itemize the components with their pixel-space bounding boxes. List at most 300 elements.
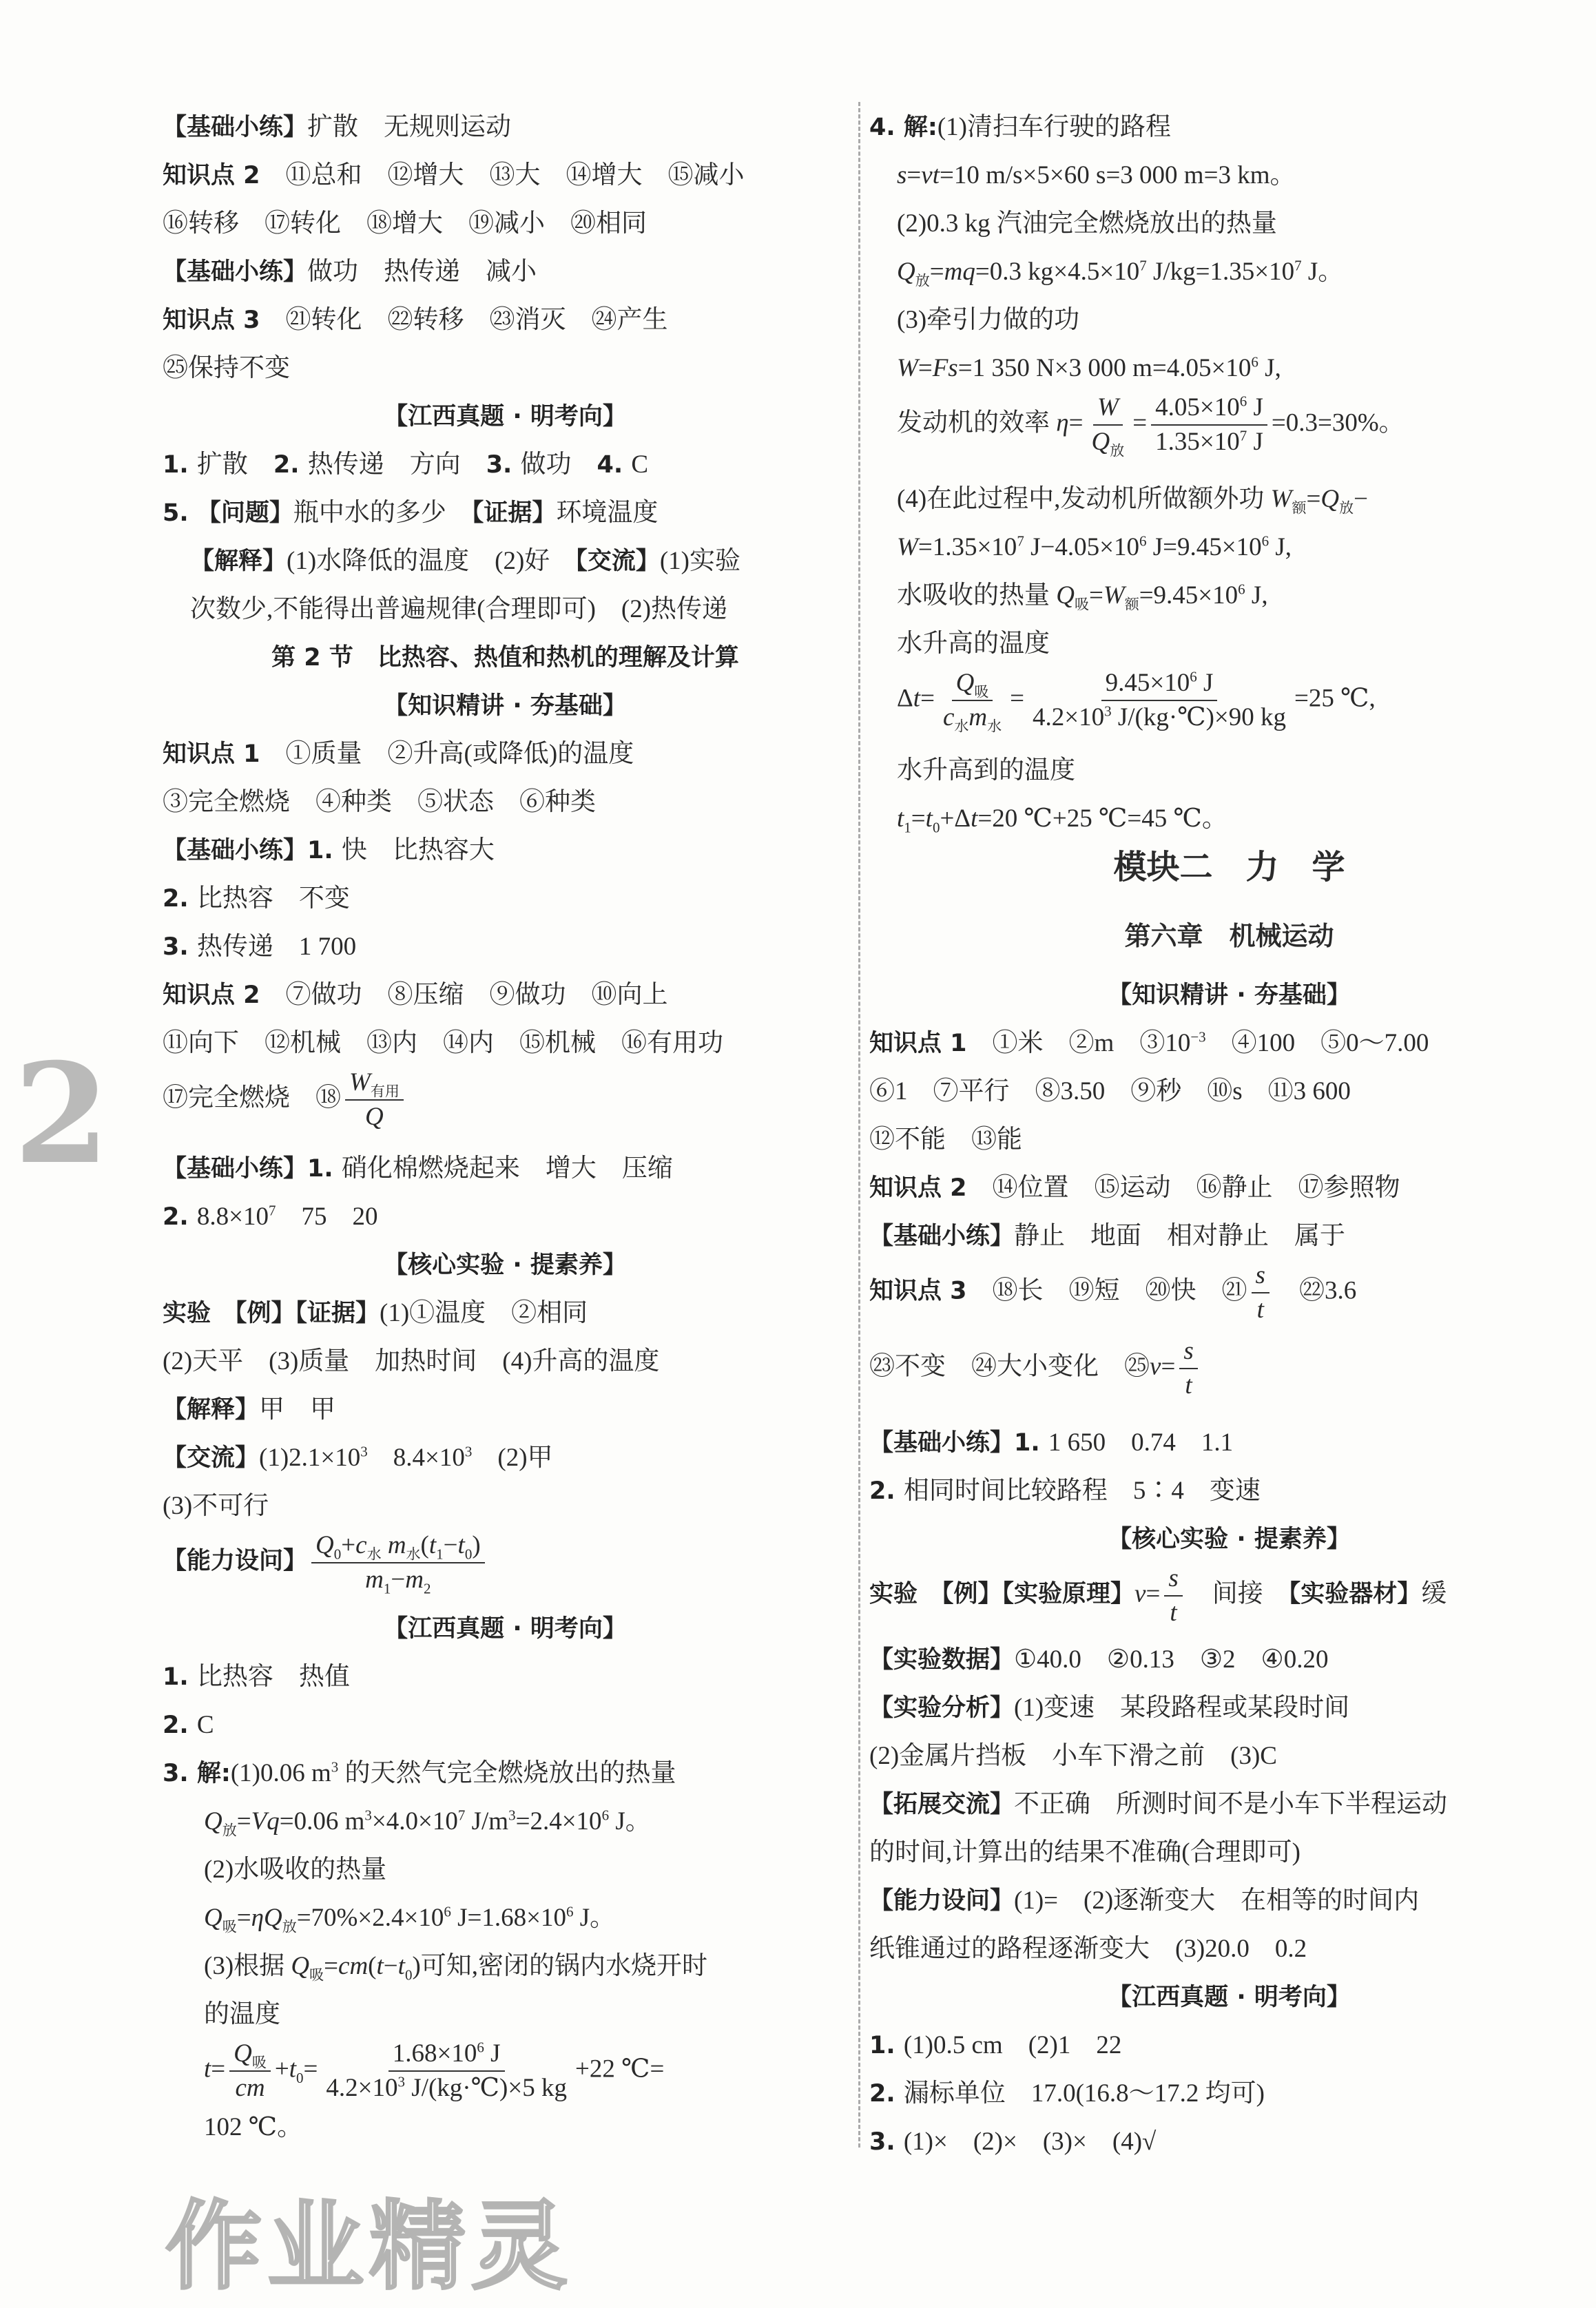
subscript: 放 <box>282 1918 297 1935</box>
text: ④100 ⑤0～7.00 <box>1205 1029 1429 1057</box>
answer-line <box>163 778 848 826</box>
answer-line <box>163 1846 848 1894</box>
subscript: 放 <box>1339 499 1354 517</box>
numerator <box>388 2039 505 2072</box>
answer-line <box>869 2118 1589 2166</box>
text: = <box>911 804 926 833</box>
text: (3)不可行 <box>163 1492 269 1520</box>
text: 扩散 无规则运动 <box>307 113 512 141</box>
text: J <box>1247 393 1263 422</box>
math-variable: t <box>428 1531 437 1559</box>
bold-label: 【知识精讲 · 夯基础】 <box>1108 981 1351 1009</box>
text: 4.2×10 <box>1033 703 1105 731</box>
math-variable: W <box>897 354 918 382</box>
subscript: 1 <box>904 819 911 836</box>
math-variable: s <box>1255 1261 1265 1289</box>
math-variable: Q <box>204 1807 222 1836</box>
math-variable: mq <box>944 258 975 286</box>
answer-line <box>869 296 1589 344</box>
subscript: 吸 <box>251 2054 267 2071</box>
math-variable: W <box>1097 393 1119 422</box>
math-variable: η <box>1056 408 1069 437</box>
bold-label: 【基础小练】1. <box>163 837 342 864</box>
bold-label: 【基础小练】1. <box>869 1429 1048 1457</box>
math-variable: c <box>942 703 955 731</box>
text: 热传递 方向 <box>307 450 486 479</box>
math-variable: t <box>897 804 904 833</box>
subscript: 吸 <box>309 1966 324 1984</box>
math-variable: Q <box>291 1952 310 1980</box>
text: 纸锥通过的路程逐渐变大 (3)20.0 0.2 <box>869 1935 1307 1963</box>
text: + <box>341 1531 356 1559</box>
bold-label: 【核心实验 · 提素养】 <box>384 1251 627 1279</box>
text: J, <box>1258 354 1281 382</box>
math-variable: Q <box>234 2039 252 2068</box>
bold-label: 实验 【例】【实验原理】 <box>869 1580 1135 1608</box>
numerator <box>1179 1336 1197 1369</box>
answer-line <box>163 1749 848 1798</box>
right-column <box>869 103 1589 2166</box>
math-variable: t <box>457 1531 465 1559</box>
bold-label: 【基础小练】 <box>869 1223 1015 1250</box>
answer-line <box>163 1434 848 1482</box>
answer-line <box>869 1684 1589 1732</box>
answer-line <box>163 1605 848 1653</box>
text: = <box>920 684 935 713</box>
text: 第六章 机械运动 <box>1124 921 1334 951</box>
text: 8.8×10 <box>196 1203 269 1231</box>
fraction <box>311 1530 485 1595</box>
superscript: 6 <box>566 1903 574 1920</box>
answer-line <box>163 393 848 441</box>
text: = <box>918 354 933 382</box>
text: 不正确 所测时间不是小车下半程运动 <box>1014 1790 1448 1818</box>
text: ×4.0×10 <box>371 1807 458 1836</box>
text: 快 比热容大 <box>341 836 495 864</box>
numerator <box>311 1530 485 1563</box>
subscript: 放 <box>915 272 930 289</box>
text: 4.2×10 <box>326 2074 398 2102</box>
math-variable: v <box>1150 1352 1161 1381</box>
answer-line <box>869 843 1589 912</box>
denominator <box>1087 426 1128 457</box>
text: 9.45×10 <box>1105 669 1190 697</box>
answer-line <box>869 2021 1589 2070</box>
text: 水升高的温度 <box>897 630 1050 658</box>
math-variable: m <box>387 1531 406 1559</box>
bold-label: 4. <box>597 451 632 479</box>
math-variable: Q <box>1056 581 1075 610</box>
answer-line <box>869 1925 1589 1973</box>
answer-line <box>163 875 848 923</box>
answer-line <box>869 1636 1589 1684</box>
text: J, <box>1245 581 1268 610</box>
superscript: 7 <box>268 1202 276 1219</box>
answer-line <box>163 248 848 296</box>
math-variable: cm <box>338 1952 369 1980</box>
bold-label: 2. <box>163 885 197 913</box>
answer-line <box>163 1990 848 2039</box>
text: +Δ <box>940 804 971 833</box>
text: = <box>929 258 944 286</box>
bold-label: 【能力设问】 <box>869 1887 1015 1915</box>
answer-line <box>869 1973 1589 2021</box>
answer-line <box>869 1336 1589 1419</box>
text: (4)在此过程中,发动机所做额外功 <box>897 485 1271 513</box>
answer-line <box>163 1701 848 1749</box>
text: 的天然气完全燃烧放出的热量 <box>338 1759 676 1787</box>
answer-line <box>163 923 848 971</box>
math-variable: c <box>355 1531 367 1559</box>
text: 1.35×10 <box>1155 428 1240 456</box>
superscript: −3 <box>1190 1028 1206 1046</box>
math-variable: t <box>913 684 921 713</box>
bold-label: 【交流】 <box>575 548 660 575</box>
answer-line <box>163 730 848 778</box>
math-variable: Q <box>1320 485 1340 513</box>
subscript: 放 <box>222 1822 237 1839</box>
text: = <box>236 1807 251 1836</box>
text <box>382 1531 388 1559</box>
math-variable: cm <box>235 2074 265 2102</box>
math-variable: t <box>397 1952 405 1980</box>
text: ) <box>472 1531 481 1559</box>
answer-line <box>869 1019 1589 1068</box>
bold-label: 【核心实验 · 提素养】 <box>1108 1526 1351 1553</box>
text: = <box>324 1952 339 1980</box>
answer-line <box>163 1653 848 1701</box>
answer-line <box>869 620 1589 668</box>
superscript: 7 <box>457 1807 466 1824</box>
text: 瓶中水的多少 <box>293 499 472 527</box>
superscript: 6 <box>1238 581 1245 598</box>
answer-line <box>163 682 848 730</box>
answer-line <box>163 2039 848 2103</box>
bold-label: 知识点 1 <box>869 1030 967 1057</box>
text: − <box>383 1952 398 1980</box>
text: = <box>236 1904 251 1932</box>
math-variable: s <box>1183 1337 1194 1365</box>
watermark-page-digit: 2 <box>14 1033 110 1195</box>
subscript: 0 <box>404 1966 413 1984</box>
math-variable: Q <box>204 1904 222 1932</box>
text: (3)根据 <box>204 1952 291 1980</box>
answer-line <box>163 971 848 1019</box>
text: =10 m/s×5×60 s=3 000 m=3 km。 <box>939 161 1296 189</box>
math-variable: m <box>968 703 988 731</box>
math-variable: m <box>365 1566 384 1594</box>
answer-line <box>163 1019 848 1068</box>
text: 水升高到的温度 <box>897 756 1075 784</box>
answer-line <box>163 1386 848 1434</box>
answer-line <box>163 537 848 585</box>
text: − <box>443 1531 458 1559</box>
subscript: 额 <box>1292 499 1307 517</box>
math-variable: v <box>1134 1579 1146 1608</box>
text: ( <box>368 1952 377 1980</box>
answer-line <box>869 668 1589 747</box>
bold-label: 3. <box>163 933 197 961</box>
text: ⑥1 ⑦平行 ⑧3.50 ⑨秒 ⑩s ⑪3 600 <box>869 1077 1351 1105</box>
answer-line <box>163 1338 848 1386</box>
text: 模块二 力 学 <box>1113 848 1345 886</box>
subscript: 0 <box>932 819 940 836</box>
answer-line <box>163 1530 848 1605</box>
bold-label: 【能力设问】 <box>163 1547 308 1575</box>
answer-line <box>869 971 1589 1019</box>
bold-label: 1. <box>869 2032 904 2059</box>
text: =20 ℃+25 ℃=45 ℃。 <box>977 804 1227 833</box>
math-variable: t <box>204 2055 211 2083</box>
text: = <box>1010 684 1024 713</box>
text: ⑱长 ⑲短 ⑳快 ㉑ <box>966 1276 1247 1305</box>
answer-line <box>869 1419 1589 1467</box>
math-variable: t <box>1256 1296 1264 1324</box>
text: 相同时间比较路程 5∶4 变速 <box>903 1477 1261 1505</box>
subscript: 吸 <box>974 683 989 700</box>
subscript: 水 <box>406 1546 421 1563</box>
subscript: 0 <box>464 1546 473 1563</box>
text: J, <box>1269 533 1292 561</box>
text: (2)天平 (3)质量 加热时间 (4)升高的温度 <box>163 1347 660 1375</box>
bold-label: 知识点 2 <box>163 162 260 189</box>
text: ⑯转移 ⑰转化 ⑱增大 ⑲减小 ⑳相同 <box>163 209 647 238</box>
bold-label: 知识点 2 <box>869 1174 967 1202</box>
superscript: 3 <box>360 1443 368 1460</box>
bold-label: 1. <box>163 451 197 479</box>
denominator <box>231 2072 269 2103</box>
answer-line <box>163 1894 848 1942</box>
subscript: 1 <box>383 1580 391 1597</box>
fraction <box>1028 668 1290 733</box>
text: 硝化棉燃烧起来 增大 压缩 <box>341 1154 673 1183</box>
numerator <box>1101 668 1218 701</box>
subscript: 0 <box>296 2069 304 2086</box>
text: =1 350 N×3 000 m=4.05×10 <box>957 354 1252 382</box>
fraction <box>1151 393 1267 457</box>
answer-line <box>163 1145 848 1193</box>
superscript: 6 <box>444 1903 451 1920</box>
text: (1)清扫车行驶的路程 <box>937 113 1171 141</box>
answer-line <box>163 2103 848 2152</box>
bold-label: 【基础小练】 <box>163 114 308 141</box>
math-variable: Q <box>315 1531 334 1559</box>
text: (2)甲 <box>472 1444 553 1472</box>
text: 做功 热传递 减小 <box>307 258 537 286</box>
bold-label: 【知识精讲 · 夯基础】 <box>384 692 627 720</box>
answer-line <box>163 1068 848 1145</box>
answer-line <box>869 248 1589 296</box>
answer-line <box>869 523 1589 572</box>
bold-label: 【交流】 <box>163 1444 260 1472</box>
text: (1)0.06 m <box>230 1759 331 1787</box>
answer-line <box>163 200 848 248</box>
answer-line <box>869 795 1589 843</box>
text: 次数少,不能得出普遍规律(合理即可) (2)热传递 <box>190 595 728 623</box>
answer-line <box>163 1241 848 1289</box>
text: (1)0.5 cm (2)1 22 <box>903 2031 1122 2059</box>
answer-line <box>163 489 848 537</box>
subscript: 吸 <box>1074 596 1089 613</box>
text: )可知,密闭的锅内水烧开时 <box>412 1952 708 1980</box>
bold-label: 【实验数据】 <box>869 1646 1015 1674</box>
text: ①质量 ②升高(或降低)的温度 <box>260 740 634 768</box>
fraction <box>939 668 1006 733</box>
text: 8.4×10 <box>367 1444 465 1472</box>
text: 水吸收的热量 <box>897 581 1057 610</box>
math-variable: s <box>1168 1564 1179 1592</box>
math-variable: m <box>405 1566 424 1594</box>
text: ㉕保持不变 <box>163 354 290 382</box>
denominator <box>1253 1293 1268 1325</box>
bold-label: 【实验分析】 <box>869 1694 1015 1722</box>
text: ⑦做功 ⑧压缩 ⑨做功 ⑩向上 <box>260 981 668 1009</box>
answer-line <box>869 747 1589 795</box>
text: ⑪向下 ⑫机械 ⑬内 ⑭内 ⑮机械 ⑯有用功 <box>163 1029 723 1057</box>
left-column <box>163 103 848 2152</box>
math-variable: Q <box>365 1103 384 1131</box>
superscript: 6 <box>477 2039 484 2056</box>
numerator <box>1164 1563 1182 1597</box>
math-variable: Fs <box>932 354 958 382</box>
text: J。 <box>1301 258 1344 286</box>
fraction <box>1252 1260 1269 1325</box>
superscript: 7 <box>1139 257 1147 274</box>
fraction <box>345 1068 404 1132</box>
text: =70%×2.4×10 <box>296 1904 444 1932</box>
answer-line <box>869 1829 1589 1877</box>
bold-label: 【基础小练】1. <box>163 1155 342 1183</box>
text: (1)①温度 ②相同 <box>380 1299 588 1327</box>
answer-line <box>869 1515 1589 1563</box>
numerator <box>1252 1260 1269 1293</box>
text: (1)水降低的温度 (2)好 <box>287 547 576 575</box>
text: ㉑转化 ㉒转移 ㉓消灭 ㉔产生 <box>260 306 668 334</box>
subscript: 水 <box>987 718 1002 735</box>
text: ( <box>420 1531 429 1559</box>
answer-line <box>869 572 1589 620</box>
text: (1)变速 某段路程或某段时间 <box>1014 1694 1350 1722</box>
bold-label: 2. <box>869 1477 904 1505</box>
denominator <box>1028 701 1290 733</box>
watermark-logo: 作业精灵 <box>165 2191 574 2303</box>
answer-line <box>869 152 1589 200</box>
math-variable: t <box>1170 1599 1177 1627</box>
superscript: 6 <box>1261 532 1269 550</box>
text: 1 650 0.74 1.1 <box>1048 1428 1234 1457</box>
superscript: 7 <box>1294 257 1302 274</box>
bold-label: 3. <box>869 2128 904 2156</box>
denominator <box>1151 426 1267 457</box>
bold-label: 2. <box>273 451 308 479</box>
superscript: 3 <box>464 1443 473 1460</box>
bold-label: 5. 【问题】 <box>163 499 293 527</box>
math-variable: Vq <box>251 1807 280 1836</box>
text: J/(kg·℃)×90 kg <box>1111 703 1287 731</box>
text: J=1.68×10 <box>450 1904 566 1932</box>
text: − <box>391 1566 406 1594</box>
text: J/kg=1.35×10 <box>1146 258 1295 286</box>
text: 间接 <box>1186 1579 1289 1608</box>
subscript: 0 <box>333 1546 342 1563</box>
bold-label: 实验 【例】【证据】 <box>163 1300 380 1327</box>
math-variable: Q <box>897 258 915 286</box>
text: = <box>1088 581 1103 610</box>
bold-label: 2. <box>163 1203 197 1231</box>
text: 甲 甲 <box>259 1395 336 1424</box>
text: (2)水吸收的热量 <box>204 1855 387 1884</box>
answer-line <box>869 1212 1589 1260</box>
text: 比热容 不变 <box>196 884 350 913</box>
text: 做功 <box>520 450 597 479</box>
bold-label: 【实验器材】 <box>1288 1580 1422 1608</box>
answer-line <box>869 200 1589 248</box>
superscript: 6 <box>1139 532 1147 550</box>
math-variable: Q <box>1091 428 1110 456</box>
answer-line <box>869 1260 1589 1336</box>
bold-label: 知识点 2 <box>163 981 260 1009</box>
text: 扩散 <box>196 450 273 479</box>
numerator <box>229 2039 271 2072</box>
bold-label: 3. 解: <box>163 1760 231 1787</box>
text: ①米 ②m ③10 <box>966 1029 1191 1057</box>
text: J <box>1247 428 1263 456</box>
answer-line <box>163 585 848 634</box>
superscript: 6 <box>1251 353 1258 371</box>
superscript: 3 <box>1104 703 1112 720</box>
answer-line <box>869 1164 1589 1212</box>
fraction <box>322 2039 571 2103</box>
text: J/(kg·℃)×5 kg <box>405 2074 567 2102</box>
text: Δ <box>897 684 913 713</box>
text: J <box>1196 669 1214 697</box>
text: (2)金属片挡板 小车下滑之前 (3)C <box>869 1742 1277 1770</box>
text: +22 ℃= <box>574 2055 665 2083</box>
numerator <box>345 1068 404 1101</box>
text: =2.4×10 <box>515 1807 602 1836</box>
text: 静止 地面 相对静止 属于 <box>1014 1222 1346 1250</box>
math-variable: ηQ <box>251 1904 282 1932</box>
math-variable: t <box>289 2055 297 2083</box>
text: 发动机的效率 <box>897 408 1057 437</box>
answer-line <box>869 344 1589 393</box>
text: + <box>274 2055 289 2083</box>
text: =9.45×10 <box>1139 581 1239 610</box>
math-variable: Q <box>955 669 975 697</box>
text: ①40.0 ②0.13 ③2 ④0.20 <box>1014 1645 1329 1674</box>
text: ⑪总和 ⑫增大 ⑬大 ⑭增大 ⑮减小 <box>260 161 745 189</box>
text: = <box>1132 408 1148 437</box>
answer-line <box>163 152 848 200</box>
text: C <box>631 450 649 479</box>
subscript: 1 <box>436 1546 444 1563</box>
answer-line <box>163 634 848 682</box>
text: 比热容 热值 <box>196 1663 350 1691</box>
answer-line <box>869 393 1589 475</box>
fraction <box>1164 1563 1182 1628</box>
bold-label: 【解释】 <box>190 548 287 575</box>
text: J <box>484 2039 501 2068</box>
text: ③完全燃烧 ④种类 ⑤状态 ⑥种类 <box>163 788 596 816</box>
bold-label: 知识点 3 <box>869 1277 967 1305</box>
math-variable: W <box>349 1068 371 1096</box>
text: C <box>196 1711 214 1739</box>
text: 热传递 1 700 <box>196 933 357 961</box>
answer-line <box>869 1732 1589 1780</box>
superscript: 7 <box>1017 532 1024 550</box>
subscript: 2 <box>424 1580 431 1597</box>
text: = <box>1146 1579 1161 1608</box>
